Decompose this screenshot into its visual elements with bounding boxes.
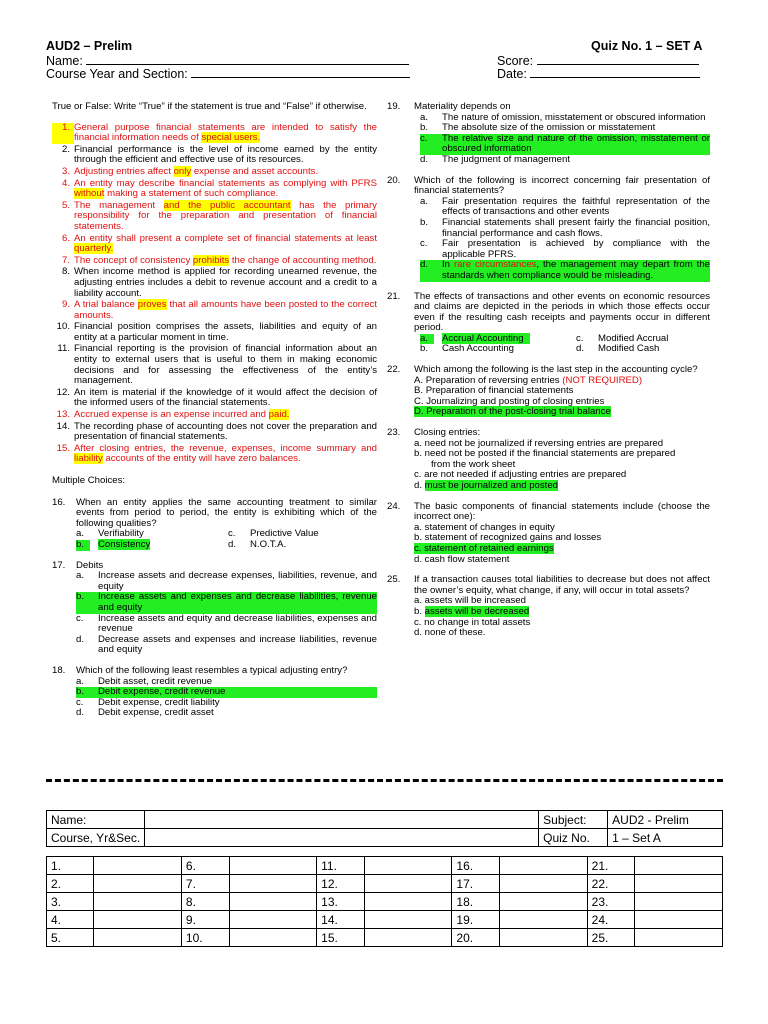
- q17-option-b[interactable]: Increase assets and expenses and decrease liabilities, revenue and equity: [98, 591, 377, 613]
- tf-item: [52, 179, 377, 200]
- answer-row: [47, 857, 723, 875]
- q25-option-b[interactable]: b. assets will be decreased: [414, 605, 530, 617]
- tf-number: 6.: [61, 232, 70, 244]
- name-field[interactable]: Name:: [46, 53, 409, 68]
- as-subject-value: AUD2 - Prelim: [608, 811, 723, 829]
- q24-option-d[interactable]: d. cash flow statement: [414, 553, 510, 565]
- q18-option-a[interactable]: Debit asset, credit revenue: [98, 675, 213, 687]
- answer-blank[interactable]: [635, 893, 723, 911]
- q21-option-c[interactable]: Modified Accrual: [598, 332, 669, 344]
- q22-option-a[interactable]: A. Preparation of reversing entries (NOT REQUIRED): [414, 374, 643, 386]
- as-name-label: Name:: [47, 811, 145, 829]
- answer-row: [47, 893, 723, 911]
- tf-instructions: True or False: Write “True” if the statement is true and “False” if otherwise.: [52, 101, 367, 112]
- tf-statement: Financial reporting is the provision of financial information about an entity to external users that is useful to them in making economic decisions and for assessing the effectiveness of the entity’s management.: [74, 343, 377, 387]
- answer-row: [47, 929, 723, 947]
- answer-blank[interactable]: [229, 911, 317, 929]
- answer-blank[interactable]: [364, 911, 452, 929]
- answer-blank[interactable]: [94, 875, 182, 893]
- answer-blank[interactable]: [229, 857, 317, 875]
- q22-option-d[interactable]: D. Preparation of the post-closing trial balance: [414, 406, 611, 418]
- tf-number: 14.: [56, 420, 70, 432]
- answer-number: 17.: [452, 875, 500, 893]
- question-23: 23. Closing entries: a. need not be journalized if reversing entries are prepared b. need not be posted if the financial statements are prepared from the work sheet c. are not needed if adjusting entries are prepared d. must be journalized and posted: [387, 428, 710, 492]
- q23-option-b-cont: from the work sheet: [431, 458, 516, 470]
- q19-option-b[interactable]: The absolute size of the omission or misstatement: [442, 122, 656, 134]
- answer-blank[interactable]: [364, 893, 452, 911]
- tf-item: [52, 444, 377, 465]
- answer-number: 8.: [181, 893, 229, 911]
- answer-number: 16.: [452, 857, 500, 875]
- tf-item: [52, 267, 377, 299]
- tf-statement: Financial position comprises the assets, liabilities and equity of an entity at a particular moment in time.: [74, 321, 377, 343]
- tf-item: [52, 322, 377, 343]
- answer-number: 23.: [587, 893, 635, 911]
- tf-statement: The concept of consistency prohibits the change of accounting method.: [74, 254, 377, 266]
- q23-option-a[interactable]: a. need not be journalized if reversing entries are prepared: [414, 437, 664, 449]
- q25-option-c[interactable]: c. no change in total assets: [414, 616, 531, 628]
- tf-statement: An entity shall present a complete set of financial statements at least quarterly.: [74, 232, 377, 255]
- answer-blank[interactable]: [229, 875, 317, 893]
- answer-row: [47, 911, 723, 929]
- answer-number: 25.: [587, 929, 635, 947]
- answer-number: 21.: [587, 857, 635, 875]
- answer-blank[interactable]: [94, 929, 182, 947]
- tf-statement: After closing entries, the revenue, expenses, income summary and liability accounts of the entity will have zero balances.: [74, 442, 377, 465]
- tf-number: 3.: [61, 165, 70, 177]
- q20-option-a[interactable]: Fair presentation requires the faithful representation of the effects of transactions and other events: [442, 195, 710, 218]
- tf-item: [52, 201, 377, 233]
- q25-option-a[interactable]: a. assets will be increased: [414, 595, 526, 607]
- mc-heading: Multiple Choices:: [52, 475, 126, 486]
- answer-number: 7.: [181, 875, 229, 893]
- as-cys-input[interactable]: [145, 829, 539, 847]
- q16-option-a[interactable]: Verifiability: [98, 528, 144, 540]
- answer-number: 9.: [181, 911, 229, 929]
- header-course: AUD2 – Prelim: [46, 39, 133, 53]
- answer-number: 6.: [181, 857, 229, 875]
- tf-statement: An entity may describe financial statements as complying with PFRS without making a statement of such compliance.: [74, 177, 377, 200]
- answer-number: 10.: [181, 929, 229, 947]
- q24-option-b[interactable]: b. statement of recognized gains and losses: [414, 532, 602, 544]
- answer-blank[interactable]: [364, 929, 452, 947]
- answer-blank[interactable]: [635, 875, 723, 893]
- q23-option-c[interactable]: c. are not needed if adjusting entries are prepared: [414, 469, 627, 481]
- tf-number: 13.: [56, 409, 70, 421]
- tf-statement: General purpose financial statements are intended to satisfy the financial information needs of special users.: [74, 121, 377, 144]
- answer-blank[interactable]: [364, 857, 452, 875]
- answer-sheet-header: [46, 810, 723, 847]
- q21-option-d[interactable]: Modified Cash: [598, 343, 660, 355]
- q24-option-a[interactable]: a. statement of changes in equity: [414, 521, 555, 533]
- q20-option-d[interactable]: In rare circumstances, the management may depart from the standards when compliance would be misleading.: [442, 259, 710, 281]
- question-24: 24. The basic components of financial statements include (choose the incorrect one): a. statement of changes in equity b. statement of recognized gains and losses c. statement of retained earnings d. cash flow statement: [387, 500, 710, 565]
- q18-option-c[interactable]: Debit expense, credit liability: [98, 696, 220, 708]
- tf-number: 5.: [61, 199, 70, 211]
- answer-number: 15.: [317, 929, 365, 947]
- question-20: 20. Which of the following is incorrect concerning fair presentation of financial statements? a. Fair presentation requires the faithful representation of the effects of transactions and other events b. Financial statements shall present fairly the financial position, financial performance and cash flows. c. Fair presentation is achieved by compliance with the applicable PFRS. d. In rare circumstances, the management may depart from the standards when compliance would be misleading.: [387, 174, 710, 281]
- tf-number: 15.: [56, 442, 70, 454]
- tf-item: [52, 300, 377, 321]
- question-18: 18. Which of the following least resembles a typical adjusting entry? a. Debit asset, credit revenue b. Debit expense, credit revenue c. Debit expense, credit liability d. Debit expense, credit asset: [52, 666, 377, 719]
- tf-item: [52, 145, 377, 166]
- q18-option-b[interactable]: Debit expense, credit revenue: [98, 686, 226, 698]
- answer-number: 24.: [587, 911, 635, 929]
- answer-number: 12.: [317, 875, 365, 893]
- tf-item: [52, 422, 377, 443]
- tf-statement: A trial balance proves that all amounts have been posted to the correct amounts.: [74, 299, 377, 321]
- tf-item: [52, 167, 377, 178]
- question-19: 19. Materiality depends on a. The nature of omission, misstatement or obscured information b. The absolute size of the omission or misstatement c. The relative size and nature of the omission, misstatement or obscured information d. The judgment of management: [387, 101, 710, 165]
- answer-number: 22.: [587, 875, 635, 893]
- tf-number: 9.: [61, 299, 70, 311]
- answer-number: 3.: [47, 893, 94, 911]
- tf-number: 11.: [57, 343, 70, 355]
- answer-blank[interactable]: [229, 893, 317, 911]
- q17-option-c[interactable]: Increase assets and equity and decrease liabilities, expenses and revenue: [98, 612, 377, 635]
- question-21: 21. The effects of transactions and other events on economic resources and claims are depicted in the periods in which those effects occur even if the resulting cash receipts and payments occur in different period. a. Accrual Accounting c. Modified Accrual b. Cash Accounting d. Modified Cash: [387, 290, 710, 355]
- q21-option-a[interactable]: Accrual Accounting: [442, 333, 530, 344]
- header-quiz: Quiz No. 1 – SET A: [591, 39, 703, 53]
- answer-row: [47, 875, 723, 893]
- right-column: [387, 102, 710, 640]
- q19-option-c[interactable]: The relative size and nature of the omission, misstatement or obscured information: [442, 132, 710, 155]
- q17-option-d[interactable]: Decrease assets and expenses and increase liabilities, revenue and equity: [98, 633, 377, 656]
- q19-option-d[interactable]: The judgment of management: [442, 153, 570, 165]
- score-field[interactable]: Score:: [497, 53, 699, 68]
- q16-option-c[interactable]: Predictive Value: [250, 528, 319, 540]
- q23-option-b[interactable]: b. need not be posted if the financial statements are prepared: [414, 448, 676, 460]
- answer-blank[interactable]: [94, 911, 182, 929]
- q16-options: a. Verifiability c. Predictive Value b. Consistency d. N.O.T.A.: [76, 529, 377, 550]
- as-subject-label: Subject:: [539, 811, 608, 829]
- answer-number: 5.: [47, 929, 94, 947]
- q25-option-d[interactable]: d. none of these.: [414, 627, 486, 639]
- answer-blank[interactable]: [500, 929, 588, 947]
- answer-blank[interactable]: [229, 929, 317, 947]
- as-quiz-label: Quiz No.: [539, 829, 608, 847]
- q22-option-c[interactable]: C. Journalizing and posting of closing entries: [414, 395, 605, 407]
- as-name-input[interactable]: [145, 811, 539, 829]
- q21-option-b[interactable]: Cash Accounting: [442, 343, 514, 355]
- q23-option-d[interactable]: d. must be journalized and posted: [414, 480, 559, 491]
- q18-option-d[interactable]: Debit expense, credit asset: [98, 707, 214, 719]
- answer-number: 13.: [317, 893, 365, 911]
- tf-number: 8.: [61, 266, 70, 278]
- answer-blank[interactable]: [500, 893, 588, 911]
- q20-option-b[interactable]: Financial statements shall present fairly the financial position, financial performance and cash flows.: [442, 216, 710, 239]
- tf-item: [52, 256, 377, 267]
- answer-number: 14.: [317, 911, 365, 929]
- answer-number: 18.: [452, 893, 500, 911]
- as-cys-label: Course, Yr&Sec.: [47, 829, 145, 847]
- as-quiz-value: 1 – Set A: [608, 829, 723, 847]
- tf-statement: The management and the public accountant has the primary responsibility for the preparation and presentation of financial statements.: [74, 199, 377, 232]
- answer-number: 4.: [47, 911, 94, 929]
- date-field[interactable]: Date:: [497, 66, 700, 81]
- q20-option-c[interactable]: Fair presentation is achieved by compliance with the applicable PFRS.: [442, 238, 710, 260]
- q16-option-d[interactable]: N.O.T.A.: [250, 538, 287, 550]
- q16-option-b[interactable]: Consistency: [98, 538, 151, 550]
- answer-blank[interactable]: [635, 929, 723, 947]
- answer-blank[interactable]: [500, 857, 588, 875]
- tf-item: [52, 410, 377, 421]
- true-false-list: [52, 123, 377, 465]
- answer-blank[interactable]: [94, 893, 182, 911]
- tf-statement: When income method is applied for recording unearned revenue, the adjusting entries includes a debit to revenue account and a credit to a liability account.: [74, 266, 377, 299]
- q17-option-a[interactable]: Increase assets and decrease expenses, liabilities, revenue, and equity: [98, 570, 377, 592]
- answer-blank[interactable]: [364, 875, 452, 893]
- tf-item: [52, 344, 377, 386]
- tf-number: 7.: [61, 254, 70, 266]
- tf-statement: The recording phase of accounting does not cover the preparation and presentation of financial statements.: [74, 420, 377, 443]
- answer-blank[interactable]: [635, 911, 723, 929]
- tf-item: [52, 123, 377, 144]
- tf-statement: Adjusting entries affect only expense and asset accounts.: [74, 165, 319, 177]
- q19-option-a[interactable]: The nature of omission, misstatement or obscured information: [442, 111, 706, 123]
- tf-statement: An item is material if the knowledge of it would affect the decision of the informed users of the financial statements.: [74, 386, 377, 409]
- answer-blank[interactable]: [500, 911, 588, 929]
- answer-number: 2.: [47, 875, 94, 893]
- tf-statement: Financial performance is the level of income earned by the entity through the efficient and effective use of its resources.: [74, 143, 377, 166]
- tf-number: 12.: [56, 386, 70, 398]
- tf-item: [52, 388, 377, 409]
- tf-number: 10.: [56, 321, 70, 333]
- tf-statement: Accrued expense is an expense incurred and paid.: [74, 409, 290, 421]
- answer-number: 19.: [452, 911, 500, 929]
- tf-number: 4.: [61, 177, 70, 189]
- q24-option-c[interactable]: c. statement of retained earnings: [414, 542, 554, 554]
- tf-number: 2.: [61, 143, 70, 155]
- course-year-section-field[interactable]: Course Year and Section:: [46, 66, 410, 81]
- answer-blank[interactable]: [500, 875, 588, 893]
- question-16: 16. When an entity applies the same accounting treatment to similar events from period to period, the entity is exhibiting which of the following qualities? a. Verifiability c. Predictive Value b. Consistency d. N.O.T.A.: [52, 496, 377, 550]
- question-17: 17. Debits a. Increase assets and decrease expenses, liabilities, revenue, and equity b. Increase assets and expenses and decrease liabilities, revenue and equity c. Increase assets and equity and decrease liabilities, expenses and revenue d. Decrease assets and expenses and increase liabilities, revenue and equity: [52, 559, 377, 656]
- question-25: 25. If a transaction causes total liabilities to decrease but does not affect the owner’s equity, what change, if any, will occur in total assets? a. assets will be increased b. assets will be decreased c. no change in total assets d. none of these.: [387, 574, 710, 639]
- tf-number: 1.: [52, 123, 74, 144]
- answer-blank[interactable]: [94, 857, 182, 875]
- cut-line: [46, 779, 723, 782]
- answer-number: 11.: [317, 857, 365, 875]
- answer-number: 20.: [452, 929, 500, 947]
- answer-number: 1.: [47, 857, 94, 875]
- answer-blank[interactable]: [635, 857, 723, 875]
- tf-item: [52, 234, 377, 255]
- q22-option-b[interactable]: B. Preparation of financial statements: [414, 385, 574, 397]
- answer-grid: [46, 856, 723, 947]
- left-column: [52, 102, 377, 720]
- question-22: 22. Which among the following is the last step in the accounting cycle? A. Preparation of reversing entries (NOT REQUIRED) B. Preparation of financial statements C. Journalizing and posting of closing entries D. Preparation of the post-closing trial balance: [387, 365, 710, 418]
